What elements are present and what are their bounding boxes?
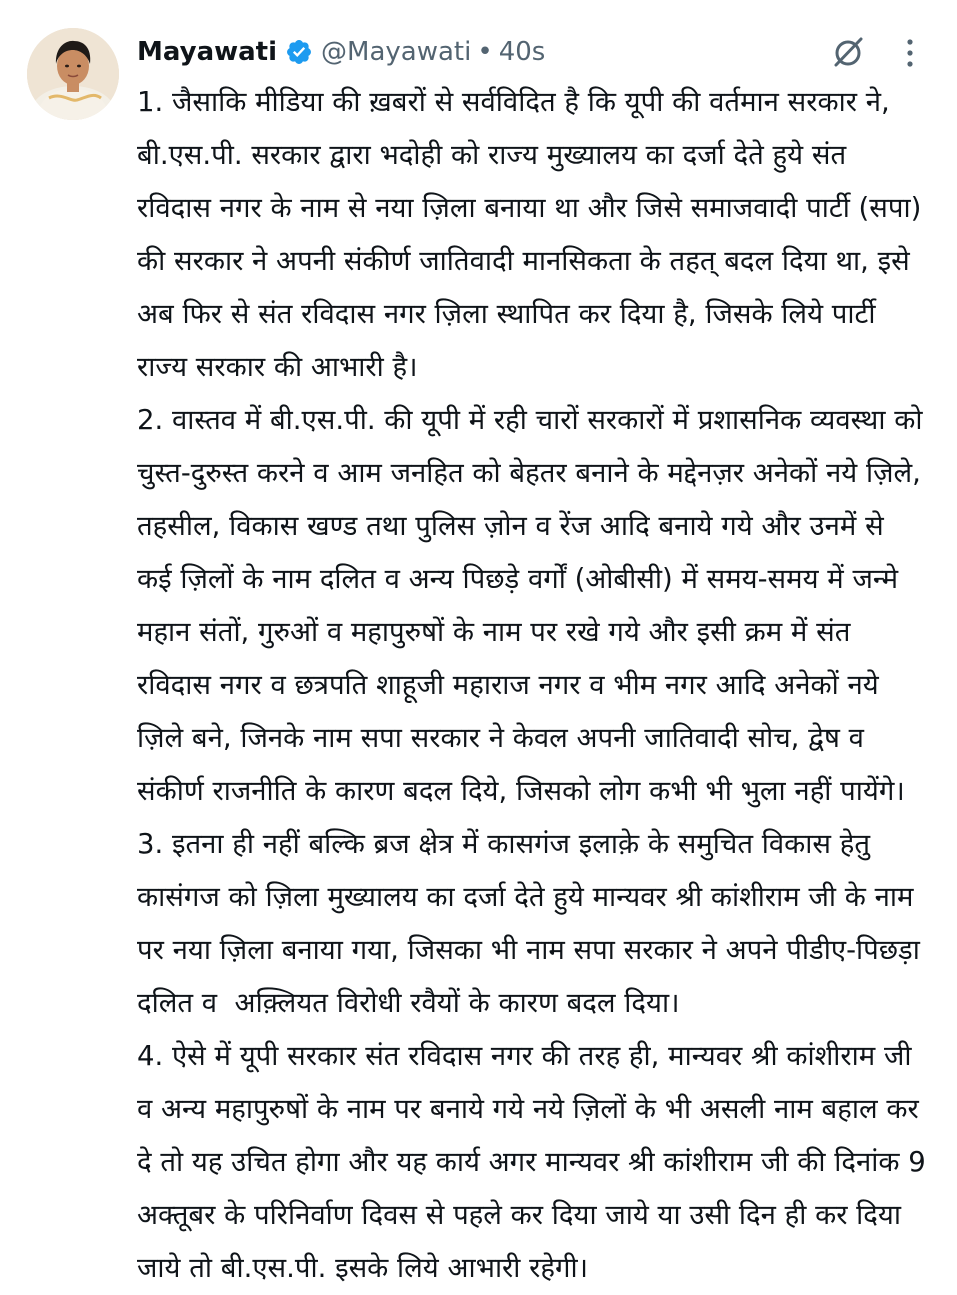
tweet-paragraph-3: 3. इतना ही नहीं बल्कि ब्रज क्षेत्र में कासगंज इलाक़े के समुचित विकास हेतु कासंगज को ज़िला मुख्यालय का दर्जा देते हुये मान्यवर श्री कांशीराम जी के नाम पर नया ज़िला बनाया गया, जिसका भी नाम सपा सरकार ने अपने पीडीए-पिछड़ा दलित व अक़्लियत विरोधी रवैयों के कारण बदल दिया। bbox=[137, 828, 929, 1019]
avatar[interactable] bbox=[27, 28, 119, 120]
author-name[interactable]: Mayawati bbox=[137, 37, 278, 67]
avatar-image bbox=[27, 28, 119, 120]
author-handle[interactable]: @Mayawati bbox=[321, 37, 472, 67]
separator-dot: • bbox=[477, 37, 493, 67]
tweet-paragraph-4: 4. ऐसे में यूपी सरकार संत रविदास नगर की तरह ही, मान्यवर श्री कांशीराम जी व अन्य महापुरुषों के नाम पर बनाये गये नये ज़िलों के भी असली नाम बहाल कर दे तो यह उचित होगा और यह कार्य अगर मान्यवर श्री कांशीराम जी की दिनांक 9 अक्तूबर के परिनिर्वाण दिवस से पहले कर दिया जाये या उसी दिन ही कर दिया जाये तो बी.एस.पी. इसके लिये आभारी रहेगी। bbox=[137, 1040, 935, 1284]
tweet-paragraph-1: 1. जैसाकि मीडिया की ख़बरों से सर्वविदित है कि यूपी की वर्तमान सरकार ने, बी.एस.पी. सरकार द्वारा भदोही को राज्य मुख्यालय का दर्जा देते हुये संत रविदास नगर के नाम से नया ज़िला बनाया था और जिसे समाजवादी पार्टी (सपा) की सरकार ने अपनी संकीर्ण जातिवादी मानसिकता के तहत् बदल दिया था, इसे अब फिर से संत रविदास नगर ज़िला स्थापित कर दिया है, जिसके लिये पार्टी राज्य सरकार की आभारी है। bbox=[137, 86, 931, 383]
tweet-paragraph-2: 2. वास्तव में बी.एस.पी. की यूपी में रही चारों सरकारों में प्रशासनिक व्यवस्था को चुस्त-दुरुस्त करने व आम जनहित को बेहतर बनाने के मद्देनज़र अनेकों नये ज़िले, तहसील, विकास खण्ड तथा पुलिस ज़ोन व रेंज आदि बनाये गये और उनमें से कई ज़िलों के नाम दलित व अन्य पिछड़े वर्गों (ओबीसी) में समय-समय में जन्मे महान संतों, गुरुओं व महापुरुषों के नाम पर रखे गये और इसी क्रम में संत रविदास नगर व छत्रपति शाहूजी महाराज नगर व भीम नगर आदि अनेकों नये ज़िले बने, जिनके नाम सपा सरकार ने केवल अपनी जातिवादी सोच, द्वेष व संकीर्ण राजनीति के कारण बदल दिये, जिसको लोग कभी भी भुला नहीं पायेंगे। bbox=[137, 404, 932, 807]
tweet-header bbox=[137, 30, 545, 74]
verified-badge-icon bbox=[285, 38, 313, 66]
more-vertical-icon[interactable] bbox=[900, 36, 920, 70]
timestamp[interactable]: 40s bbox=[498, 37, 546, 67]
tweet-text bbox=[137, 76, 935, 1295]
grok-icon[interactable] bbox=[830, 34, 866, 70]
